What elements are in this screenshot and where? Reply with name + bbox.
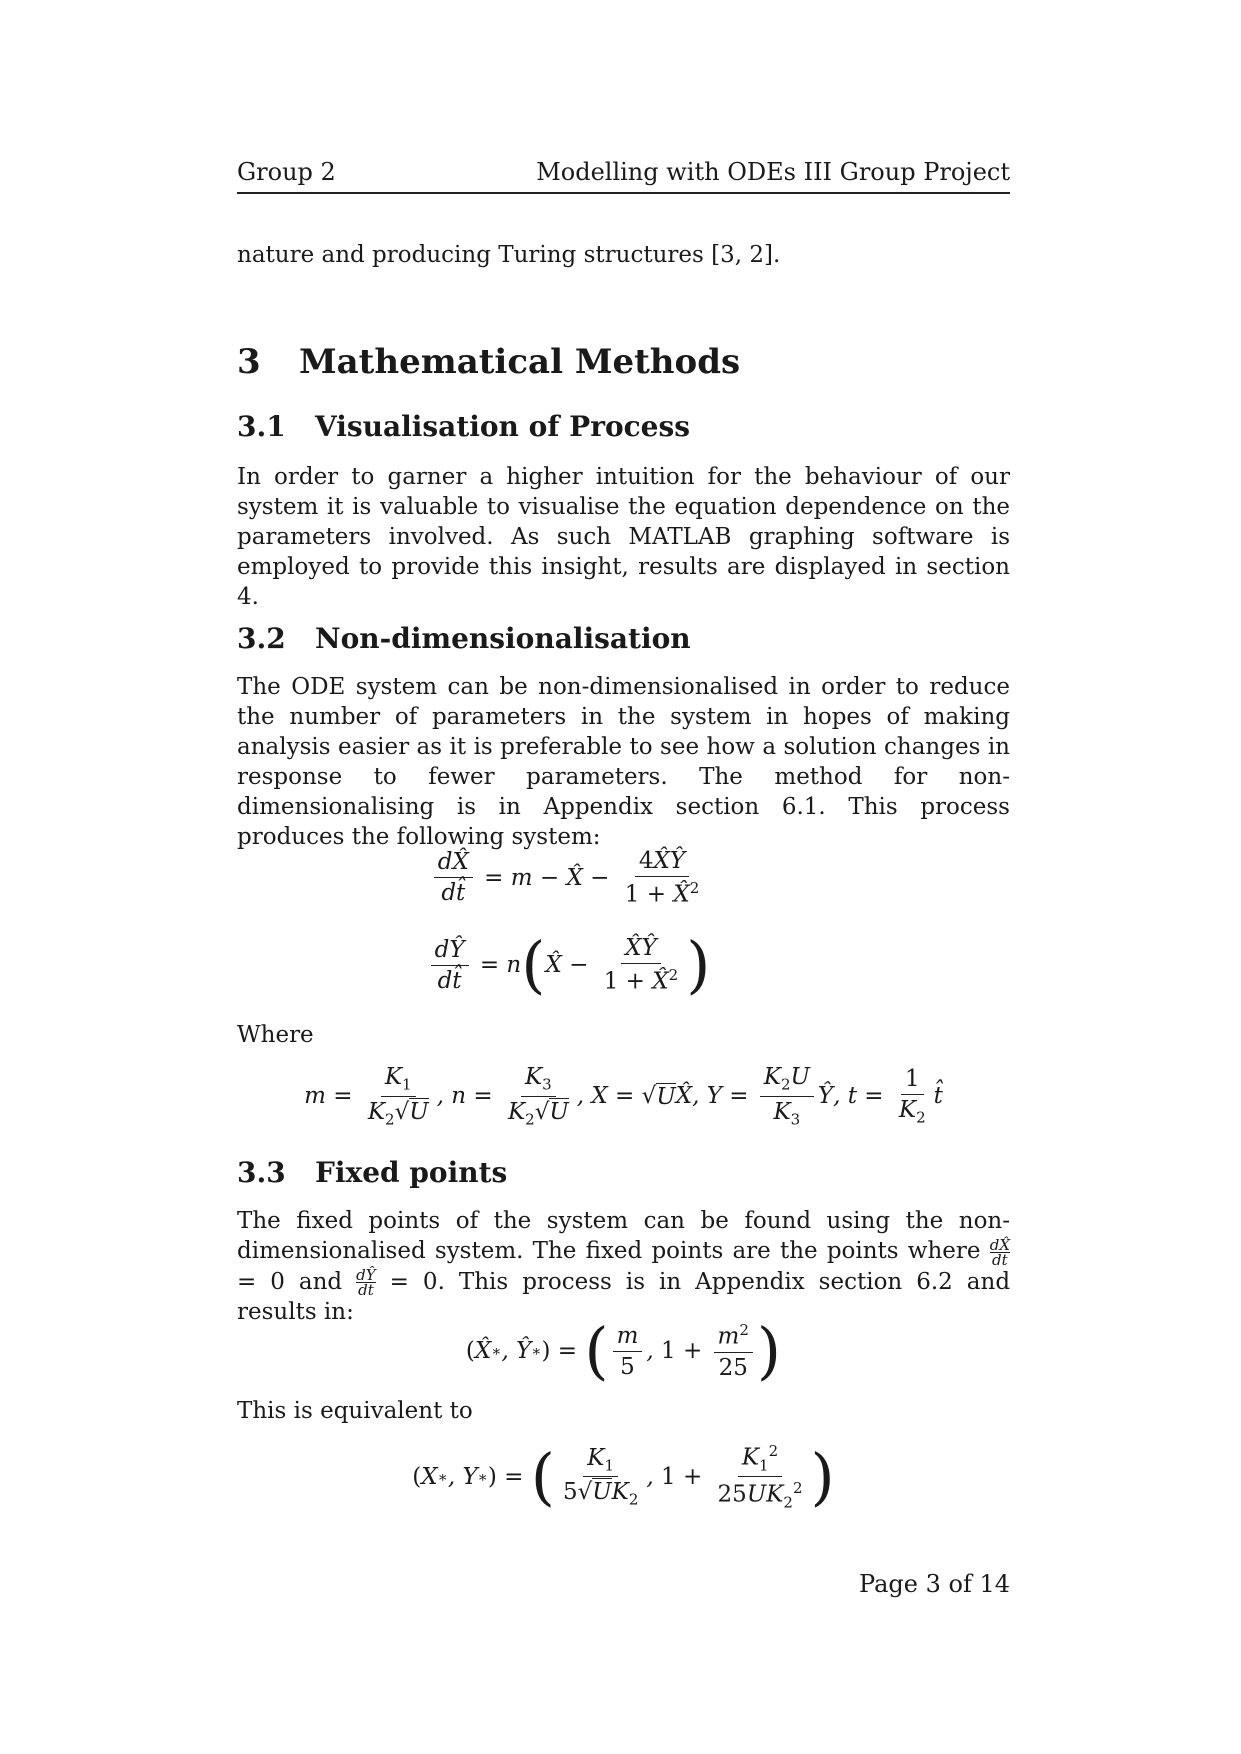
- subsection-heading-3-3: [237, 1156, 507, 1189]
- equation-fixed-point-nondim: ( X̂ ∗ , Ŷ ∗ ) = ( $\frac{m}{5}$ , 1 + $\frac{m^2}{25}$ ): [465, 1314, 782, 1387]
- subsection-number: 3.3: [237, 1156, 286, 1189]
- header-right: Modelling with ODEs III Group Project: [536, 158, 1010, 186]
- intro-line: nature and producing Turing structures [3, 2].: [237, 242, 781, 268]
- equivalent-label: This is equivalent to: [237, 1398, 473, 1424]
- running-header: [237, 158, 1010, 186]
- equation-dx-dt: $\frac{dX̂}{dt̂}$ = m − X̂ − $\frac{4X̂Ŷ}{1 + X̂^2}$: [237, 848, 1010, 908]
- section-number: 3: [237, 342, 261, 382]
- subsection-number: 3.1: [237, 410, 286, 443]
- subsection-number: 3.2: [237, 622, 286, 655]
- equation-fixed-point-dim: ( X ∗ , Y ∗ ) = ( $\frac{K_1}{5√UK_2}$ , 1 + $\frac{K_1^2}{25UK_2^2}$ ): [412, 1439, 835, 1513]
- fixed-points-and: and: [298, 1268, 343, 1295]
- subsection-title: Fixed points: [315, 1156, 508, 1189]
- section-title: Mathematical Methods: [299, 342, 741, 382]
- subsection-heading-3-2: [237, 622, 691, 655]
- header-rule: [237, 192, 1010, 194]
- equation-parameters: m = $\frac{K_1}{K_2√U}$ , n = $\frac{K_3}{K_2√U}$ , X = √ U X̂, Y = $\frac{K_2U}{K_3}$ Ŷ, t = $\frac{1}{K_2}$ t̂: [304, 1064, 943, 1129]
- paragraph-visualisation: In order to garner a higher intuition for the behaviour of our system it is valuable to visualise the equation dependence on the parameters involved. As such MATLAB graphing software is employed to provide this insight, results are displayed in section 4.: [237, 464, 1010, 610]
- fixed-points-text-b: This process is in Appendix section 6.2 and results in:: [237, 1268, 1011, 1325]
- header-left: Group 2: [237, 158, 336, 186]
- subsection-title: Non-dimensionalisation: [315, 622, 691, 655]
- fixed-points-text-a: The fixed points of the system can be found using the non-dimensionalised system. The fixed points are the points where: [237, 1208, 1010, 1264]
- equation-dy-dt: $\frac{dŶ}{dt̂}$ = n ( X̂ − $\frac{X̂Ŷ}{1 + X̂^2}$ ): [237, 934, 1010, 996]
- page-number: Page 3 of 14: [859, 1570, 1010, 1598]
- paragraph-fixed-points: The fixed points of the system can be found using the non-dimensionalised system. The fixed points are the points where $\frac{dX̂}{dt}$ = 0 and $\frac{dŶ}{dt}$ = 0. This process is in Appendix section 6.2 and results in:: [237, 1208, 1011, 1325]
- subsection-heading-3-1: [237, 410, 690, 443]
- paragraph-nondim: The ODE system can be non-dimensionalised in order to reduce the number of parameters in the system in hopes of making analysis easier as it is preferable to see how a solution changes in response to fewer parameters. The method for non-dimensionalising is in Appendix section 6.1. This process produces the following system:: [237, 674, 1010, 850]
- subsection-title: Visualisation of Process: [315, 410, 691, 443]
- where-label: Where: [237, 1022, 314, 1048]
- section-heading-3: [237, 342, 740, 382]
- document-page: [237, 0, 1010, 1754]
